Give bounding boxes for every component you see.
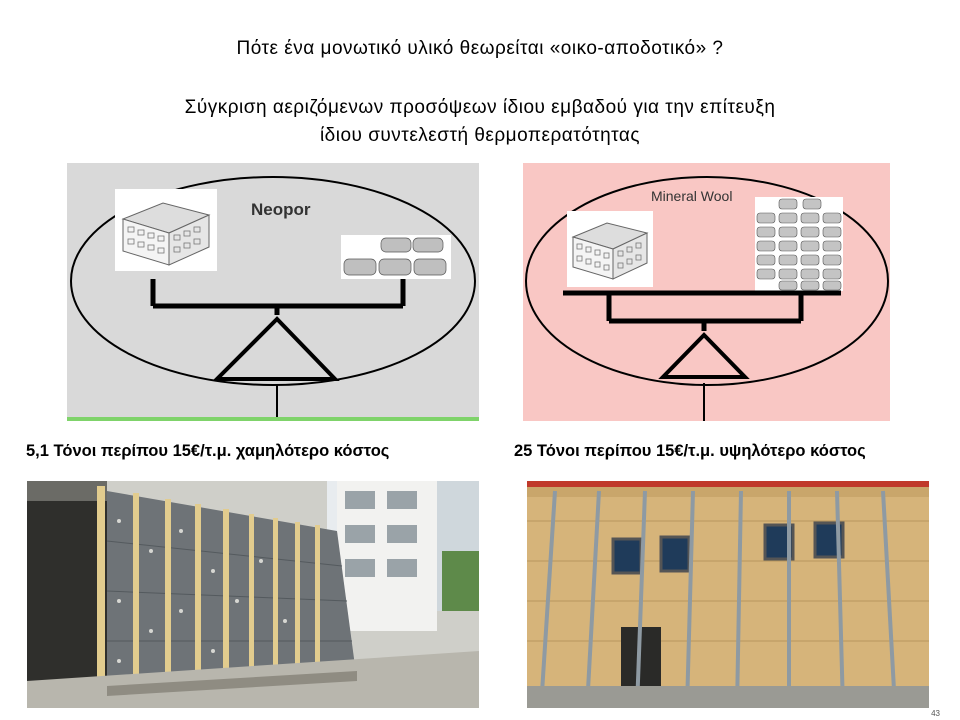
page-number: 43 [931, 709, 940, 718]
neopor-facade-photo [27, 481, 479, 708]
balance-beam [563, 293, 841, 331]
car-pile-icon [755, 197, 843, 291]
mineral-wool-balance-panel [523, 163, 890, 421]
neopor-balance-panel [67, 163, 479, 421]
slide-title: Πότε ένα μονωτικό υλικό θεωρείται «οικο-αποδοτικό» ? [236, 38, 724, 59]
balance-beam [153, 279, 403, 315]
building-icon [115, 189, 217, 271]
mineral-wool-caption: 25 Τόνοι περίπου 15€/τ.μ. υψηλότερο κόστος [514, 442, 866, 460]
neopor-caption: 5,1 Τόνοι περίπου 15€/τ.μ. χαμηλότερο κόστος [26, 442, 390, 460]
balance-fulcrum [663, 335, 745, 377]
car-pile-icon [341, 235, 451, 279]
building-icon [567, 211, 653, 287]
mineral-wool-label: Mineral Wool [651, 188, 733, 204]
panel-green-line [67, 417, 479, 421]
mineral-wool-facade-photo [527, 481, 929, 708]
neopor-label: Neopor [251, 200, 311, 219]
slide-subtitle-line1: Σύγκριση αεριζόμενων προσόψεων ίδιου εμβαδού για την επίτευξη [184, 97, 776, 118]
mineral-wool-balance-diagram [523, 163, 890, 421]
slide-subtitle-line2: ίδιου συντελεστή θερμοπερατότητας [319, 125, 641, 146]
balance-fulcrum [217, 319, 335, 379]
neopor-balance-diagram [67, 163, 479, 421]
